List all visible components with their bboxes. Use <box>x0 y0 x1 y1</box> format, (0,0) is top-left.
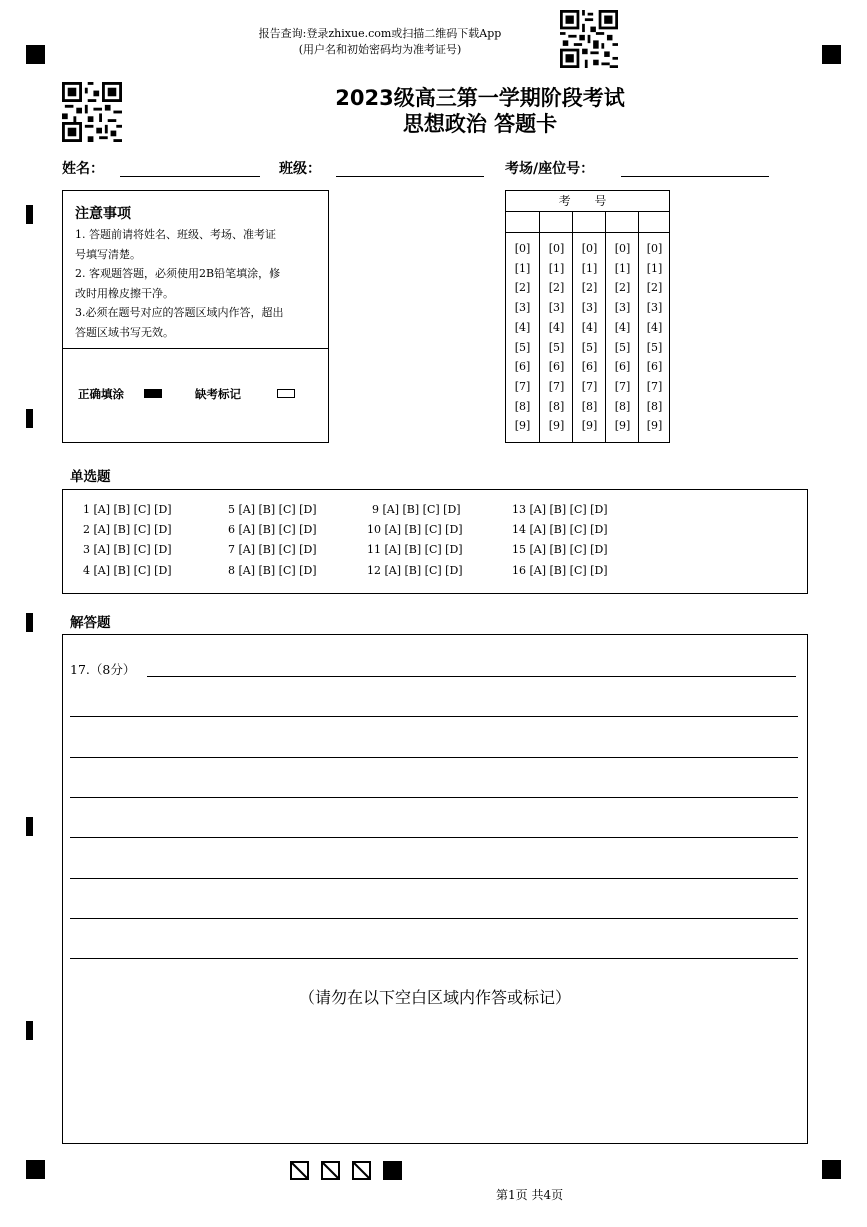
absent-mark-label: 缺考标记 <box>195 387 241 401</box>
name-label: 姓名： <box>62 161 104 177</box>
timing-mark <box>26 205 33 224</box>
bubble[interactable]: [1] <box>646 262 663 275</box>
choice-item[interactable]: 16 [A] [B] [C] [D] <box>512 564 608 577</box>
exam-id-grid <box>505 190 670 443</box>
notice-title: 注意事项 <box>75 206 131 222</box>
bubble[interactable]: [7] <box>548 380 565 393</box>
bubble[interactable]: [5] <box>514 341 531 354</box>
alignment-mark-top-right <box>822 45 841 64</box>
bubble[interactable]: [3] <box>614 301 631 314</box>
bubble[interactable]: [2] <box>514 281 531 294</box>
bubble[interactable]: [0] <box>646 242 663 255</box>
exam-id-column <box>506 212 539 442</box>
bubble[interactable]: [4] <box>614 321 631 334</box>
bubble[interactable]: [9] <box>514 419 531 432</box>
correct-fill-label: 正确填涂 <box>78 387 124 401</box>
bubble[interactable]: [8] <box>646 400 663 413</box>
bubble[interactable]: [0] <box>514 242 531 255</box>
bubble[interactable]: [8] <box>548 400 565 413</box>
choice-item[interactable]: 8 [A] [B] [C] [D] <box>228 564 317 577</box>
choice-item[interactable]: 2 [A] [B] [C] [D] <box>83 523 172 536</box>
bubble[interactable]: [8] <box>581 400 598 413</box>
bubble[interactable]: [9] <box>646 419 663 432</box>
bubble[interactable]: [8] <box>614 400 631 413</box>
bubble[interactable]: [2] <box>548 281 565 294</box>
notice-box <box>62 190 329 443</box>
bubble[interactable]: [5] <box>614 341 631 354</box>
bubble[interactable]: [1] <box>548 262 565 275</box>
question-17-label: 17.（8分） <box>70 662 136 677</box>
bubble[interactable]: [0] <box>581 242 598 255</box>
answer-line[interactable] <box>70 837 798 838</box>
subject-title: 思想政治 答题卡 <box>402 112 558 136</box>
bubble[interactable]: [5] <box>646 341 663 354</box>
choice-item[interactable]: 3 [A] [B] [C] [D] <box>83 543 172 556</box>
exam-id-column <box>638 212 669 442</box>
seat-field[interactable] <box>621 176 769 177</box>
bubble[interactable]: [6] <box>581 360 598 373</box>
notice-line: 2. 客观题答题，必须使用2B铅笔填涂，修 <box>75 267 281 280</box>
choice-item[interactable]: 12 [A] [B] [C] [D] <box>367 564 463 577</box>
choice-item[interactable]: 1 [A] [B] [C] [D] <box>83 503 172 516</box>
choice-item[interactable]: 10 [A] [B] [C] [D] <box>367 523 463 536</box>
answer-box <box>62 634 808 1144</box>
timing-mark <box>26 409 33 428</box>
answer-line[interactable] <box>70 757 798 758</box>
page-mark-hatched <box>321 1161 340 1180</box>
bubble[interactable]: [9] <box>614 419 631 432</box>
bubble[interactable]: [0] <box>548 242 565 255</box>
exam-id-column <box>605 212 638 442</box>
alignment-mark-bottom-right <box>822 1160 841 1179</box>
bubble[interactable]: [5] <box>548 341 565 354</box>
bubble[interactable]: [9] <box>581 419 598 432</box>
password-note: (用户名和初始密码均为准考证号) <box>298 43 462 56</box>
notice-line: 号填写清楚。 <box>75 247 141 261</box>
exam-id-column <box>572 212 605 442</box>
bubble[interactable]: [6] <box>646 360 663 373</box>
bubble[interactable]: [2] <box>614 281 631 294</box>
page-number: 第1页 共4页 <box>496 1188 564 1202</box>
page-mark-hatched <box>352 1161 371 1180</box>
notice-line: 3.必须在题号对应的答题区域内作答，超出 <box>75 306 284 319</box>
blank-area-note: （请勿在以下空白区域内作答或标记） <box>298 988 571 1007</box>
bubble[interactable]: [7] <box>581 380 598 393</box>
choice-item[interactable]: 5 [A] [B] [C] [D] <box>228 503 317 516</box>
page-mark-hatched <box>290 1161 309 1180</box>
notice-line: 答题区域书写无效。 <box>75 325 174 339</box>
bubble[interactable]: [2] <box>646 281 663 294</box>
exam-id-columns <box>506 212 669 442</box>
bubble[interactable]: [2] <box>581 281 598 294</box>
bubble[interactable]: [6] <box>514 360 531 373</box>
notice-line: 1. 答题前请将姓名、班级、考场、准考证 <box>75 228 276 241</box>
notice-line: 改时用橡皮擦干净。 <box>75 286 174 300</box>
answer-line[interactable] <box>70 958 798 959</box>
bubble[interactable]: [9] <box>548 419 565 432</box>
choice-item[interactable]: 9 [A] [B] [C] [D] <box>372 503 461 516</box>
bubble[interactable]: [4] <box>514 321 531 334</box>
single-choice-box <box>62 489 808 594</box>
bubble[interactable]: [4] <box>646 321 663 334</box>
bubble[interactable]: [4] <box>548 321 565 334</box>
choice-item[interactable]: 15 [A] [B] [C] [D] <box>512 543 608 556</box>
notice-divider <box>63 348 328 349</box>
alignment-mark-bottom-left <box>26 1160 45 1179</box>
choice-item[interactable]: 13 [A] [B] [C] [D] <box>512 503 608 516</box>
bubble[interactable]: [4] <box>581 321 598 334</box>
class-field[interactable] <box>336 176 484 177</box>
timing-mark <box>26 613 33 632</box>
bubble[interactable]: [7] <box>614 380 631 393</box>
choice-item[interactable]: 11 [A] [B] [C] [D] <box>367 543 463 556</box>
bubble[interactable]: [7] <box>646 380 663 393</box>
class-label: 班级： <box>279 161 321 177</box>
bubble[interactable]: [1] <box>581 262 598 275</box>
bubble[interactable]: [3] <box>548 301 565 314</box>
answer-line[interactable] <box>70 716 798 717</box>
correct-fill-sample <box>144 389 162 398</box>
single-choice-label: 单选题 <box>70 469 111 485</box>
bubble[interactable]: [3] <box>514 301 531 314</box>
answer-line[interactable] <box>147 676 796 677</box>
timing-mark <box>26 817 33 836</box>
bubble[interactable]: [5] <box>581 341 598 354</box>
answer-line[interactable] <box>70 918 798 919</box>
choice-item[interactable]: 7 [A] [B] [C] [D] <box>228 543 317 556</box>
exam-title: 2023级高三第一学期阶段考试 <box>335 86 625 110</box>
bubble[interactable]: [3] <box>646 301 663 314</box>
answer-section-label: 解答题 <box>70 615 111 631</box>
exam-id-header: 考 号 <box>558 194 617 208</box>
bubble[interactable]: [1] <box>514 262 531 275</box>
choice-item[interactable]: 4 [A] [B] [C] [D] <box>83 564 172 577</box>
absent-mark-checkbox[interactable] <box>277 389 295 398</box>
student-qr-code <box>62 82 122 142</box>
bubble[interactable]: [6] <box>548 360 565 373</box>
name-field[interactable] <box>120 176 260 177</box>
bubble[interactable]: [0] <box>614 242 631 255</box>
choice-item[interactable]: 14 [A] [B] [C] [D] <box>512 523 608 536</box>
report-query-note: 报告查询:登录zhixue.com或扫描二维码下载App <box>258 27 502 40</box>
bubble[interactable]: [6] <box>614 360 631 373</box>
page-mark-solid <box>383 1161 402 1180</box>
bubble[interactable]: [7] <box>514 380 531 393</box>
timing-mark <box>26 1021 33 1040</box>
exam-id-column <box>539 212 572 442</box>
seat-label: 考场/座位号： <box>505 161 595 177</box>
choice-item[interactable]: 6 [A] [B] [C] [D] <box>228 523 317 536</box>
answer-line[interactable] <box>70 797 798 798</box>
bubble[interactable]: [1] <box>614 262 631 275</box>
app-qr-code <box>560 10 618 68</box>
answer-line[interactable] <box>70 878 798 879</box>
bubble[interactable]: [8] <box>514 400 531 413</box>
bubble[interactable]: [3] <box>581 301 598 314</box>
